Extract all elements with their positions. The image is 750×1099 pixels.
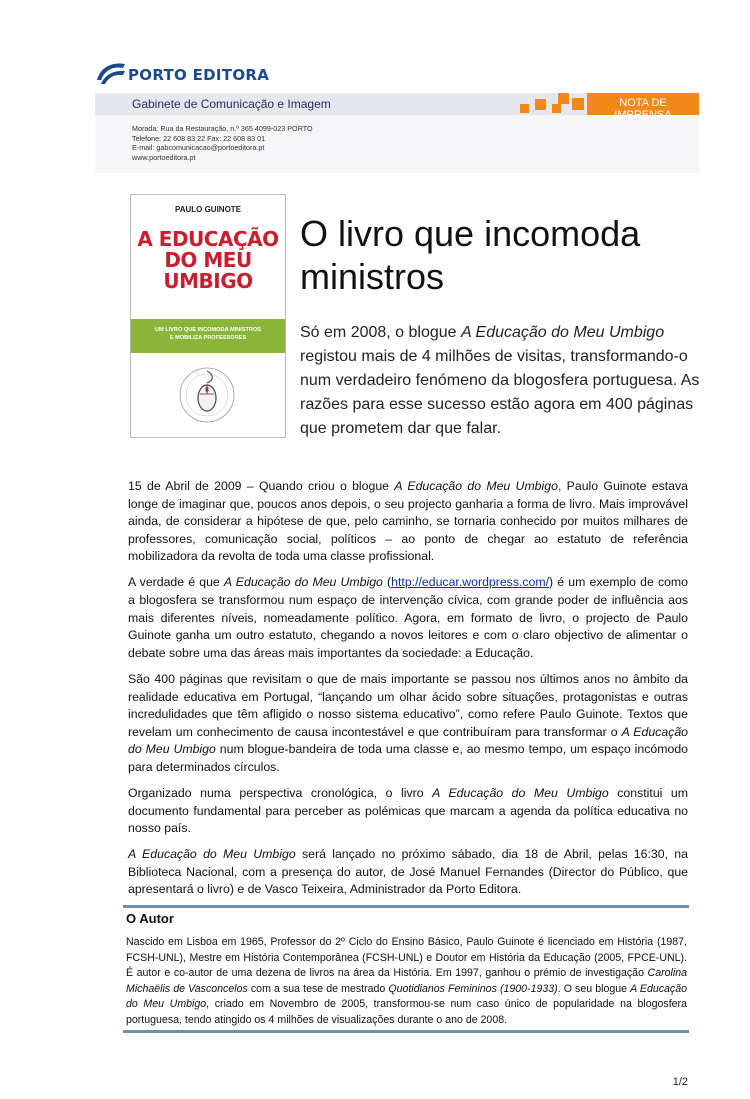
blog-link[interactable]: http://educar.wordpress.com/ xyxy=(391,575,550,590)
cover-title-line: DO MEU xyxy=(164,248,252,272)
paragraph: A Educação do Meu Umbigo será lançado no próximo sábado, dia 18 de Abril, pelas 16:30, na Biblioteca Nacional, com a presença do autor, de José Manuel Fernandes (Director do Público, que apresentará o livro) e de Vasco Teixeira, Administrador da Porto Editora. xyxy=(128,847,688,897)
decor-square xyxy=(520,104,529,113)
contact-phone: Telefone: 22 608 83 22 Fax: 22 608 83 01 xyxy=(132,133,266,143)
department-label: Gabinete de Comunicação e Imagem xyxy=(132,97,331,111)
decor-square xyxy=(535,99,546,110)
decor-square xyxy=(572,98,584,110)
paragraph: São 400 páginas que revisitam o que de mais importante se passou nos últimos anos no âmbito da realidade educativa em Portugal, “lançando um olhar ácido sobre situações, protagonistas e outras incredulidades que têm afligido o nosso sistema educativo”, como refere Paulo Guinote. Textos que revelam um conhecimento de causa incontestável e que contribuíram para transformar o A Educação do Meu Umbigo num blogue-bandeira de toda uma classe e, ao mesmo tempo, um espaço incómodo para determinados círculos. xyxy=(128,671,689,774)
cover-title-line: UMBIGO xyxy=(163,269,253,293)
blog-title: A Educação do Meu Umbigo xyxy=(461,324,665,341)
contact-block xyxy=(132,124,313,162)
cover-title xyxy=(131,229,285,292)
article-body xyxy=(128,478,688,908)
paragraph: A verdade é que A Educação do Meu Umbigo (http://educar.wordpress.com/) é um exemplo de como a blogosfera se transformou num espaço de intervenção cívica, com grande poder de influência aos mais diferentes níveis, nomeadamente político. Agora, em formato de livro, o projecto de Paulo Guinote ganha um outro estatuto, chegando a novos leitores e com o claro objectivo de alimentar o debate sobre uma das áreas mais importantes da sociedade: a Educação. xyxy=(128,575,689,660)
cover-author: PAULO GUINOTE xyxy=(174,205,242,214)
author-box-bottom-rule xyxy=(123,1030,689,1033)
decor-square xyxy=(552,104,561,113)
paragraph: Organizado numa perspectiva cronológica, o livro A Educação do Meu Umbigo constitui um documento fundamental para perceber as polémicas que marcam a agenda da política educativa no nosso país. xyxy=(128,786,689,836)
author-box-top-rule xyxy=(123,905,689,908)
page-number: 1/2 xyxy=(672,1076,688,1088)
cover-tagline xyxy=(135,326,281,342)
cover-tagline-line: UM LIVRO QUE INCOMODA MINISTROS xyxy=(154,327,262,333)
lead-paragraph: Só em 2008, o blogue A Educação do Meu Umbigo registou mais de 4 milhões de visitas, transformando-o num verdadeiro fenómeno da blogosfera portuguesa. As razões para esse sucesso estão agora em 400 páginas que prometem dar que falar. xyxy=(300,324,700,437)
contact-email[interactable]: E-mail: gabcomunicacao@portoeditora.pt xyxy=(132,143,265,152)
decor-square xyxy=(558,93,569,104)
headline: O livro que incomoda ministros xyxy=(300,213,641,297)
author-heading: O Autor xyxy=(126,911,174,926)
book-cover xyxy=(130,194,286,438)
author-bio: Nascido em Lisboa em 1965, Professor do 2º Ciclo do Ensino Básico, Paulo Guinote é licenciado em História (1987, FCSH-UNL), Mestre em História Contemporânea (FCSH-UNL) e Doutor em História da Educação (2005, FPCE-UNL). É autor e co-autor de uma dezena de livros na área da História. Em 1997, ganhou o prémio de investigação Carolina Michaëlis de Vasconcelos com a sua tese de mestrado Quotidianos Femininos (1900-1933). O seu blogue A Educação do Meu Umbigo, criado em Novembro de 2005, transformou-se num caso único de popularidade na blogosfera portuguesa, tendo atingido os 4 milhões de visualizações durante o ano de 2008. xyxy=(126,936,688,1026)
computer-mouse-seal-icon xyxy=(175,365,239,425)
press-release-label: NOTA DE IMPRENSA xyxy=(614,97,672,121)
cover-tagline-line: E MOBILIZA PROFESSORES xyxy=(169,335,247,341)
cover-title-line: A EDUCAÇÃO xyxy=(137,227,279,251)
contact-website[interactable]: www.portoeditora.pt xyxy=(132,152,196,162)
contact-address: Morada: Rua da Restauração, n.º 365 4099-023 PORTO xyxy=(132,124,313,133)
paragraph: 15 de Abril de 2009 – Quando criou o blogue A Educação do Meu Umbigo, Paulo Guinote estava longe de imaginar que, poucos anos depois, o seu projecto ganharia a forma de livro. Mais improvável ainda, de considerar a hipótese de que, pelo caminho, se tornaria conhecido por muitos milhares de professores, comunicação social, políticos – ao ponto de chegar ao estatuto de referência mobilizadora da revolta de toda uma classe profissional. xyxy=(128,479,689,564)
logo-text: PORTO EDITORA xyxy=(128,66,270,84)
